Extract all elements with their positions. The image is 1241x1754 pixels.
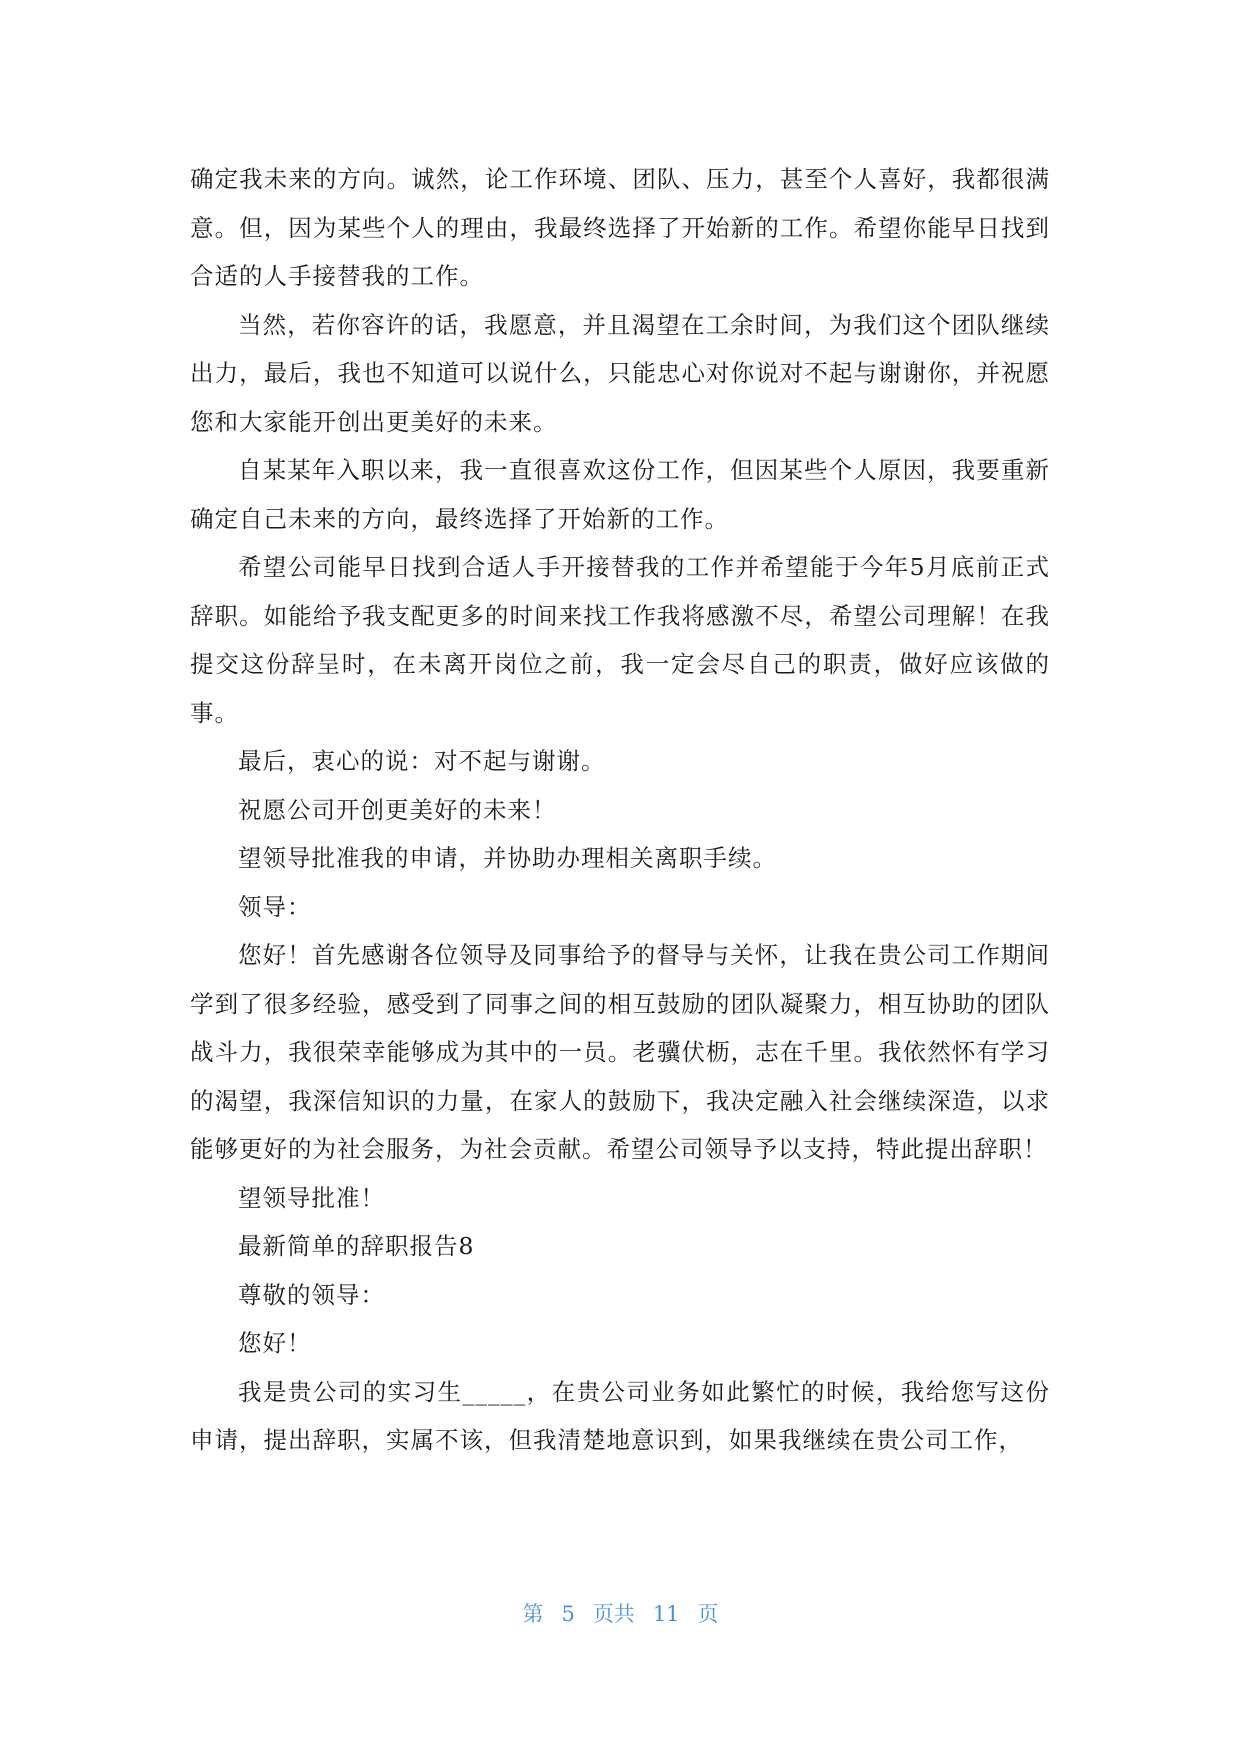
paragraph: 您好！首先感谢各位领导及同事给予的督导与关怀，让我在贵公司工作期间学到了很多经验，感受到了同事之间的相互鼓励的团队凝聚力，相互协助的团队战斗力，我很荣幸能够成为其中的一员。老骥伏枥，志在千里。我依然怀有学习的渴望，我深信知识的力量，在家人的鼓励下，我决定融入社会继续深造，以求能够更好的为社会服务，为社会贡献。希望公司领导予以支持，特此提出辞职！ [190,941,1050,1163]
paragraph: 希望公司能早日找到合适人手开接替我的工作并希望能于今年5月底前正式辞职。如能给予我支配更多的时间来找工作我将感激不尽，希望公司理解！在我提交这份辞呈时，在未离开岗位之前，我一定会尽自己的职责，做好应该做的事。 [190,553,1050,727]
footer-middle: 页共 [592,1602,635,1626]
paragraph: 我是贵公司的实习生_____，在贵公司业务如此繁忙的时候，我给您写这份申请，提出辞职，实属不该，但我清楚地意识到，如果我继续在贵公司工作， [190,1377,1050,1454]
footer-suffix: 页 [697,1602,719,1626]
greeting: 您好！ [238,1329,312,1357]
footer-page-number: 5 [561,1602,575,1626]
paragraph: 望领导批准我的申请，并协助办理相关离职手续。 [238,844,777,872]
paragraph: 自某某年入职以来，我一直很喜欢这份工作，但因某些个人原因，我要重新确定自己未来的方向，最终选择了开始新的工作。 [190,456,1050,533]
paragraph: 当然，若你容许的话，我愿意，并且渴望在工余时间，为我们这个团队继续出力，最后，我也不知道可以说什么，只能忠心对你说对不起与谢谢你，并祝愿您和大家能开创出更美好的未来。 [190,310,1050,436]
paragraph: 最后，衷心的说：对不起与谢谢。 [238,747,606,775]
salutation: 尊敬的领导： [238,1280,385,1309]
document-body [190,155,1050,1465]
footer-total-pages: 11 [652,1602,680,1626]
salutation: 领导： [238,892,312,921]
page-footer [0,1598,1241,1628]
paragraph: 祝愿公司开创更美好的未来！ [238,795,557,824]
footer-prefix: 第 [522,1602,544,1626]
paragraph: 望领导批准！ [238,1183,385,1212]
section-heading: 最新简单的辞职报告8 [238,1232,475,1260]
paragraph: 确定我未来的方向。诚然，论工作环境、团队、压力，甚至个人喜好，我都很满意。但，因为某些个人的理由，我最终选择了开始新的工作。希望你能早日找到合适的人手接替我的工作。 [190,165,1050,290]
